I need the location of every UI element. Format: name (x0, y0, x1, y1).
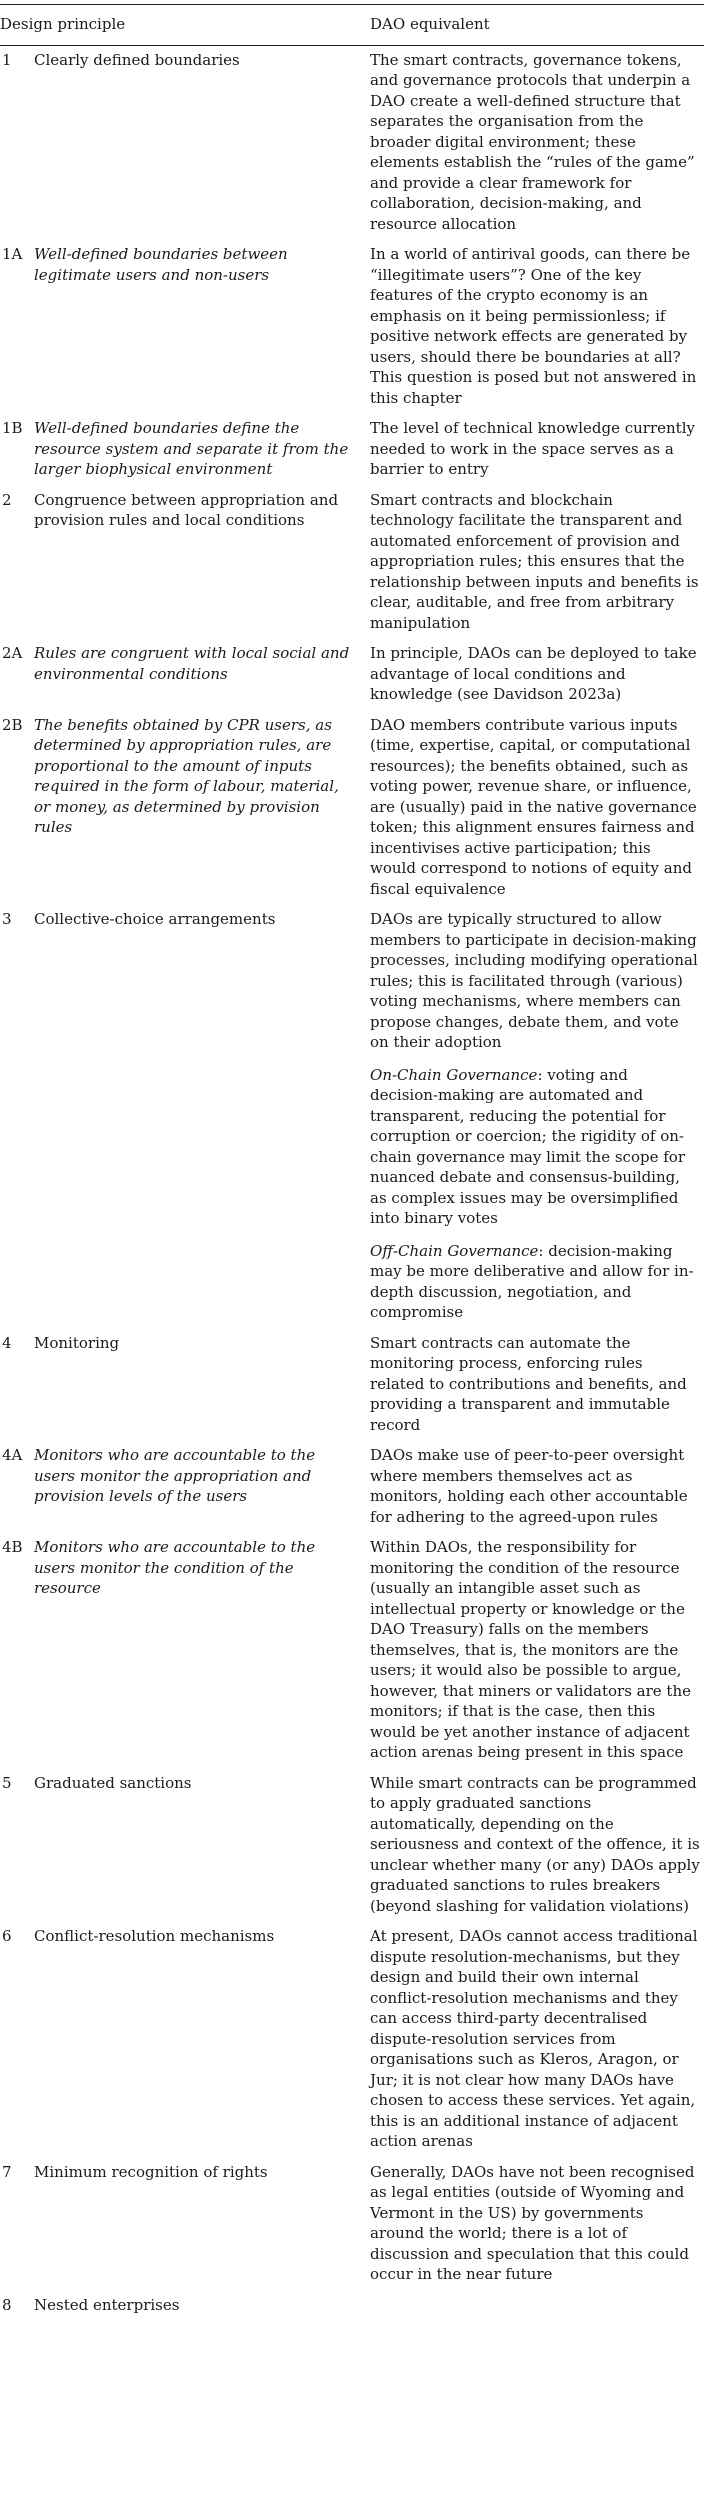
table-body (0, 45, 704, 2319)
principle-number: 3 (2, 910, 12, 928)
governance-type-label: Off-Chain Governance (370, 1241, 539, 1260)
dao-equivalent-paragraph (370, 50, 700, 235)
design-principle-cell: Congruence between appropriation and provision rules and local conditions (34, 490, 339, 529)
dao-equivalent-paragraph (370, 1241, 700, 1323)
dao-equivalent-text: DAO members contribute various inputs (time, expertise, capital, or computational resources); the benefits obtained, such as voting power, revenue share, or influence, are (usually) paid in the native governance token; this alignment ensures fairness and incentivises active participation; this would correspond to notions of equity and fiscal equivalence (370, 715, 697, 898)
dao-equivalent-text: Within DAOs, the responsibility for monitoring the condition of the resource (usually an intangible asset such as intellectual property or knowledge or the DAO Treasury) falls on the members themselves, that is, the monitors are the users; it would also be possible to argue, however, that miners or validators are the monitors; if that is the case, then this would be yet another instance of adjacent action arenas being present in this space (370, 1538, 691, 1761)
dao-equivalent-paragraph (370, 909, 700, 1053)
table-row (0, 1922, 704, 2158)
dao-equivalent-cell (370, 639, 704, 711)
design-principle-cell: Monitors who are accountable to the users monitor the condition of the resource (34, 1538, 316, 1597)
dao-equivalent-cell (370, 414, 704, 486)
principle-number: 7 (2, 2162, 12, 2181)
dao-equivalent-paragraph (370, 490, 700, 634)
principle-number: 2B (2, 715, 23, 734)
table-row (0, 414, 704, 486)
principle-number: 1A (2, 245, 23, 263)
table-row (0, 240, 704, 414)
dao-equivalent-text: Smart contracts can automate the monitoring process, enforcing rules related to contributions and benefits, and providing a transparent and immutable record (370, 1333, 687, 1434)
dao-equivalent-cell (370, 1533, 704, 1769)
header-design-principle: Design principle (0, 12, 370, 45)
dao-equivalent-text: While smart contracts can be programmed to apply graduated sanctions automatically, depending on the seriousness and context of the offence, it is unclear whether many (or any) DAOs apply graduated sanctions to rules breakers (beyond slashing for validation violations) (370, 1773, 700, 1915)
design-principle-cell: Collective-choice arrangements (34, 910, 276, 928)
principle-number: 4B (2, 1538, 23, 1556)
dao-equivalent-paragraph (370, 1333, 700, 1436)
dao-equivalent-text: Smart contracts and blockchain technology facilitate the transparent and automated enforcement of provision and appropriation rules; this ensures that the relationship between inputs and benefits is clear, auditable, and free from arbitrary manipulation (370, 490, 699, 632)
dao-equivalent-paragraph (370, 418, 700, 480)
principle-number: 2 (2, 490, 12, 509)
table-header-row (0, 12, 704, 45)
table-row (0, 2291, 704, 2320)
dao-equivalent-text: : voting and decision-making are automated and transparent, reducing the potential for corruption or coercion; the rigidity of on-chain governance may limit the scope for nuanced debate and consensus-building, as complex issues may be oversimplified into binary votes (370, 1065, 685, 1227)
design-principle-cell: Well-defined boundaries define the resource system and separate it from the larger biophysical environment (34, 419, 349, 478)
design-principle-cell: Conflict-resolution mechanisms (34, 1927, 275, 1945)
dao-equivalent-cell (370, 1329, 704, 1442)
dao-equivalent-paragraph (370, 715, 700, 900)
table-row (0, 45, 704, 240)
principle-number: 4A (2, 1446, 23, 1464)
dao-equivalent-text: : decision-making may be more deliberative and allow for in-depth discussion, negotiation, and compromise (370, 1241, 694, 1321)
dao-equivalent-cell (370, 2291, 704, 2320)
table-row (0, 711, 704, 906)
design-principle-cell: Well-defined boundaries between legitimate users and non-users (34, 245, 288, 284)
dao-equivalent-paragraph (370, 643, 700, 705)
dao-equivalent-text: DAOs make use of peer-to-peer oversight where members themselves act as monitors, holding each other accountable for adhering to the agreed-upon rules (370, 1446, 688, 1526)
dao-equivalent-paragraph (370, 1445, 700, 1527)
principle-number: 2A (2, 644, 23, 662)
table-row (0, 1533, 704, 1769)
dao-equivalent-text: The level of technical knowledge currently needed to work in the space serves as a barrier to entry (370, 419, 695, 478)
dao-equivalent-paragraph (370, 1065, 700, 1229)
dao-equivalent-cell (370, 45, 704, 240)
dao-equivalent-paragraph (370, 244, 700, 408)
dao-equivalent-cell (370, 905, 704, 1329)
principle-number: 4 (2, 1333, 12, 1352)
table-top-rule (0, 4, 704, 5)
dao-equivalent-text: At present, DAOs cannot access traditional dispute resolution-mechanisms, but they design and build their own internal conflict-resolution mechanisms and they can access third-party decentralised dispute-resolution services from organisations such as Kleros, Aragon, or Jur; it is not clear how many DAOs have chosen to access these services. Yet again, this is an additional instance of adjacent action arenas (370, 1927, 698, 2150)
dao-equivalent-cell (370, 1769, 704, 1923)
table-row (0, 2158, 704, 2291)
dao-equivalent-text: The smart contracts, governance tokens, and governance protocols that underpin a DAO create a well-defined structure that separates the organisation from the broader digital environment; these elements establish the “rules of the game” and provide a clear framework for collaboration, decision-making, and resource allocation (370, 50, 695, 233)
principle-number: 8 (2, 2295, 12, 2314)
design-principle-cell: Monitors who are accountable to the users monitor the appropriation and provision levels of the users (34, 1446, 316, 1505)
dao-equivalent-cell (370, 1441, 704, 1533)
design-principle-cell: Clearly defined boundaries (34, 50, 240, 69)
dao-equivalent-text: In a world of antirival goods, can there be “illegitimate users”? One of the key features of the crypto economy is an emphasis on it being permissionless; if positive network effects are generated by users, should there be boundaries at all? This question is posed but not answered in this chapter (370, 245, 697, 407)
design-principle-cell: Nested enterprises (34, 2295, 180, 2314)
table-row (0, 1441, 704, 1533)
table-row (0, 1769, 704, 1923)
dao-equivalent-cell (370, 240, 704, 414)
dao-equivalent-text: DAOs are typically structured to allow members to participate in decision-making processes, including modifying operational rules; this is facilitated through (various) voting mechanisms, where members can propose changes, debate them, and vote on their adoption (370, 910, 698, 1051)
dao-equivalent-text: In principle, DAOs can be deployed to take advantage of local conditions and knowledge (see Davidson 2023a) (370, 644, 697, 703)
dao-equivalent-cell (370, 711, 704, 906)
principle-number: 1 (2, 50, 12, 69)
header-dao-equivalent: DAO equivalent (370, 12, 704, 45)
governance-type-label: On-Chain Governance (370, 1065, 538, 1084)
dao-equivalent-cell (370, 1922, 704, 2158)
dao-equivalent-text: Generally, DAOs have not been recognised as legal entities (outside of Wyoming and Vermont in the US) by governments around the world; there is a lot of discussion and speculation that this could occur in the near future (370, 2162, 695, 2283)
dao-equivalent-paragraph (370, 1926, 700, 2152)
principle-number: 1B (2, 419, 23, 437)
design-principle-cell: Monitoring (34, 1333, 120, 1352)
design-principle-cell: The benefits obtained by CPR users, as determined by appropriation rules, are proportional to the amount of inputs required in the form of labour, material, or money, as determined by provision rules (34, 715, 339, 836)
table-row (0, 486, 704, 640)
dao-equivalent-paragraph (370, 2162, 700, 2285)
dao-equivalent-cell (370, 2158, 704, 2291)
design-principle-cell: Graduated sanctions (34, 1773, 192, 1792)
design-principle-cell: Minimum recognition of rights (34, 2162, 268, 2181)
design-principle-cell: Rules are congruent with local social and environmental conditions (34, 644, 350, 683)
dao-equivalent-paragraph (370, 1537, 700, 1763)
principle-number: 5 (2, 1773, 12, 1792)
table-row (0, 639, 704, 711)
dao-equivalent-paragraph (370, 1773, 700, 1917)
dao-equivalent-cell (370, 486, 704, 640)
table-row (0, 1329, 704, 1442)
table-row (0, 905, 704, 1329)
design-principles-table (0, 12, 704, 2319)
principle-number: 6 (2, 1927, 12, 1945)
